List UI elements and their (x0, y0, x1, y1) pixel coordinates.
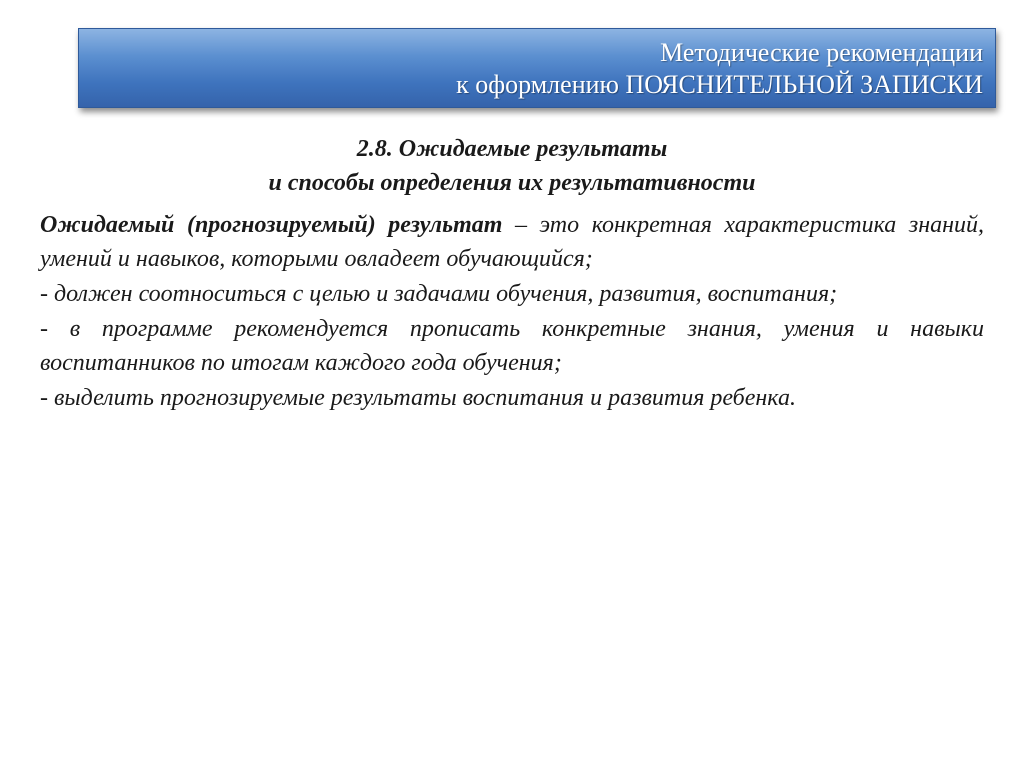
header-banner (78, 28, 996, 108)
list-item (40, 381, 984, 415)
list-item (40, 277, 984, 311)
list-item-text: должен соотноситься с целью и задачами обучения, развития, воспитания; (54, 281, 838, 307)
header-title-line2: к оформлению ПОЯСНИТЕЛЬНОЙ ЗАПИСКИ (456, 70, 983, 99)
bullet-marker: - (40, 281, 54, 307)
section-title (40, 132, 984, 200)
definition-paragraph (40, 208, 984, 276)
list-item-text: выделить прогнозируемые результаты воспитания и развития ребенка. (54, 385, 796, 411)
bullet-marker: - (40, 316, 70, 342)
content-body (40, 208, 984, 416)
section-title-line1: 2.8. Ожидаемые результаты (356, 136, 668, 162)
section-title-line2: и способы определения их результативности (268, 170, 756, 196)
header-title-line1: Методические рекомендации (660, 38, 983, 67)
bullet-marker: - (40, 385, 54, 411)
definition-term: Ожидаемый (прогнозируемый) результат (40, 212, 503, 238)
definition-text: – это конкретная характеристика знаний, умений и навыков, которыми овладеет обучающийся; (40, 212, 985, 272)
list-item (40, 312, 984, 380)
list-item-text: в программе рекомендуется прописать конкретные знания, умения и навыки воспитанников по итогам каждого года обучения; (40, 316, 984, 376)
